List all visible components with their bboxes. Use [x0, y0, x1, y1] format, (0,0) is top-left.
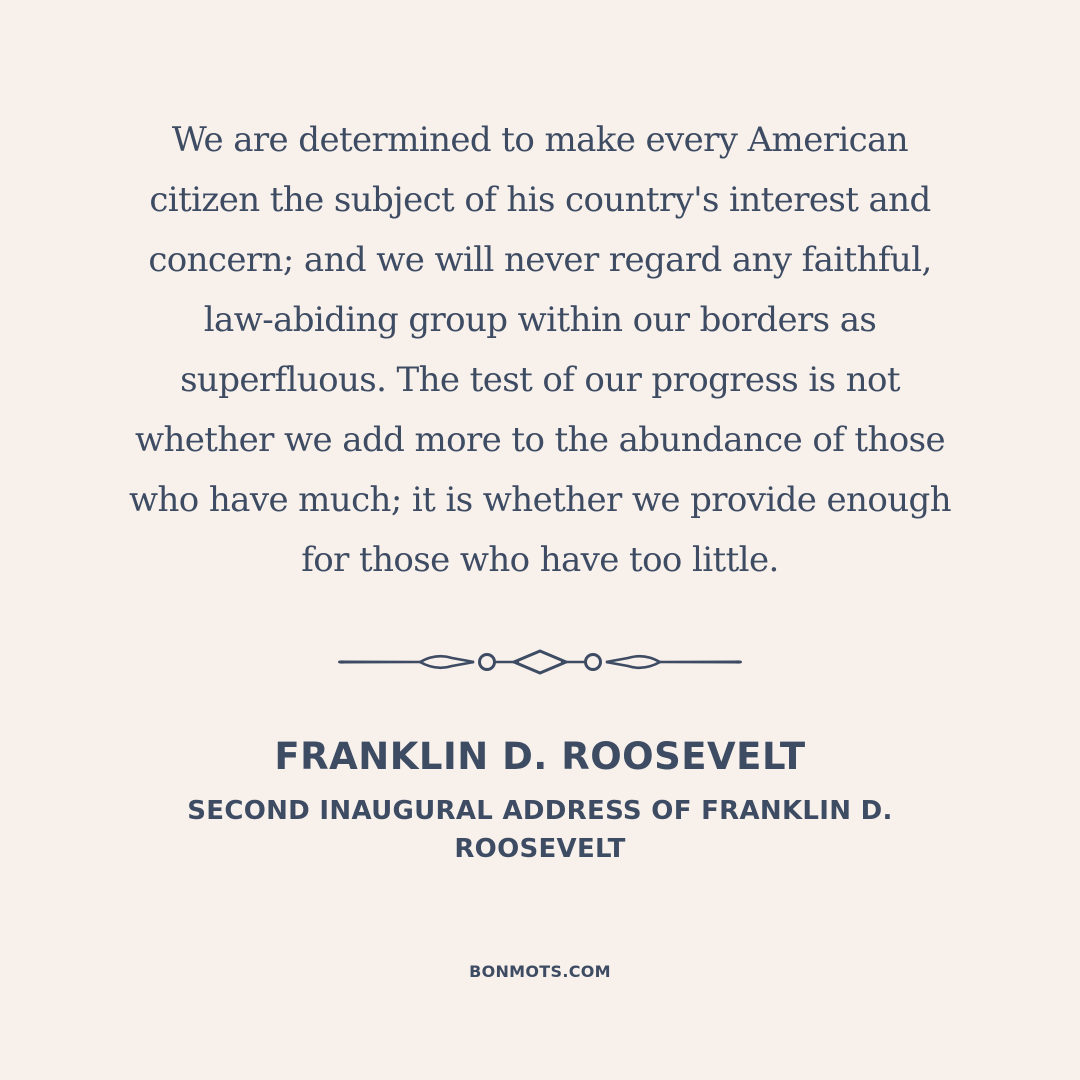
quote-source	[140, 792, 940, 868]
quote-line: law-abiding group within our borders as	[203, 300, 877, 340]
ornamental-divider-icon	[336, 644, 744, 680]
quote-line: We are determined to make every American	[171, 120, 909, 160]
quote-line: citizen the subject of his country's interest and	[149, 180, 931, 220]
site-credit: BONMOTS.COM	[469, 962, 611, 981]
quote-line: whether we add more to the abundance of those	[134, 420, 946, 460]
quote-text	[100, 110, 980, 590]
source-line: SECOND INAUGURAL ADDRESS OF FRANKLIN D.	[187, 796, 893, 826]
quote-line: for those who have too little.	[301, 540, 779, 580]
source-line: ROOSEVELT	[454, 834, 626, 864]
quote-line: who have much; it is whether we provide enough	[128, 480, 951, 520]
quote-line: concern; and we will never regard any faithful,	[148, 240, 932, 280]
author-name: FRANKLIN D. ROOSEVELT	[274, 735, 806, 778]
quote-line: superfluous. The test of our progress is not	[180, 360, 900, 400]
